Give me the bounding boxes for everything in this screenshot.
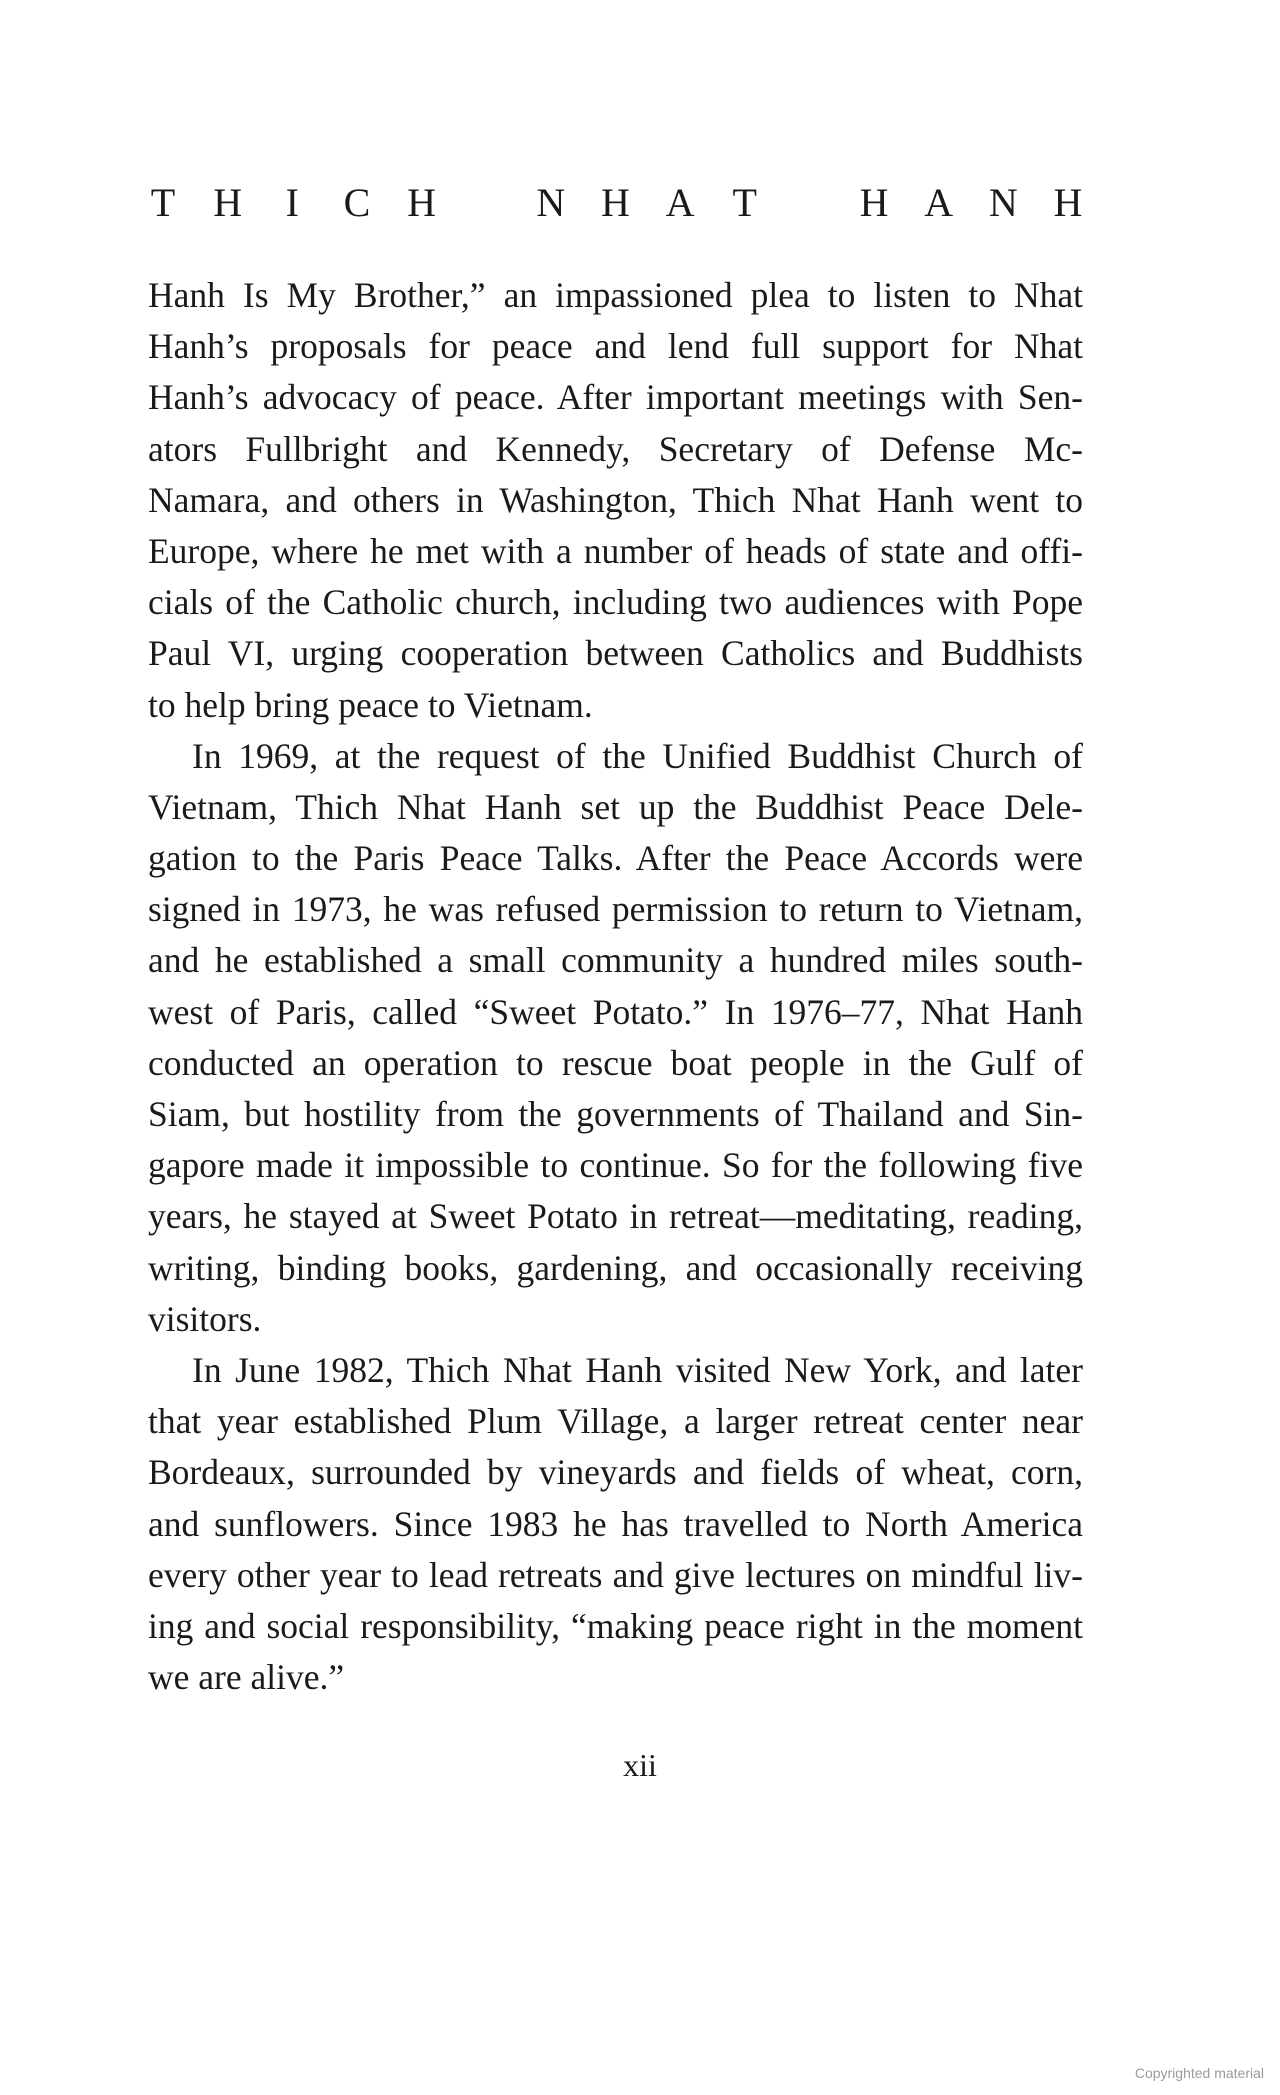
running-head-letter: H: [1053, 180, 1083, 225]
text-line: In June 1982, Thich Nhat Hanh visited New York, and later: [192, 1349, 1083, 1390]
paragraph: [148, 270, 1083, 731]
text-line: that year established Plum Village, a larger retreat center near: [148, 1401, 1083, 1442]
text-line: Europe, where he met with a number of heads of state and offi-: [148, 530, 1083, 571]
text-line: west of Paris, called “Sweet Potato.” In 1976–77, Nhat Hanh: [148, 991, 1083, 1032]
text-line: Hanh Is My Brother,” an impassioned plea to listen to Nhat: [148, 275, 1083, 315]
running-head-letter: N: [536, 180, 566, 225]
text-line: Paul VI, urging cooperation between Catholics and Buddhists: [148, 633, 1083, 674]
running-head-letter: H: [213, 180, 243, 225]
running-head-letter: T: [732, 180, 757, 225]
running-head-letter: H: [601, 180, 630, 225]
text-line: gapore made it impossible to continue. So for the following five: [148, 1145, 1083, 1186]
running-head-letter: N: [988, 180, 1018, 225]
running-head: [148, 178, 1083, 228]
running-head-letter: H: [859, 180, 889, 225]
text-line: signed in 1973, he was refused permission to return to Vietnam,: [148, 889, 1083, 930]
text-line: to help bring peace to Vietnam.: [148, 684, 593, 725]
text-line: every other year to lead retreats and give lectures on mindful liv-: [148, 1554, 1083, 1595]
running-head-letter: A: [665, 180, 695, 225]
paragraph: [148, 731, 1083, 1345]
running-head-space: [794, 178, 824, 228]
text-line: and he established a small community a hundred miles south-: [148, 940, 1083, 981]
text-line: cials of the Catholic church, including two audiences with Pope: [148, 582, 1083, 623]
text-line: In 1969, at the request of the Unified Buddhist Church of: [192, 735, 1083, 776]
text-line: ators Fullbright and Kennedy, Secretary of Defense Mc-: [148, 428, 1083, 469]
text-line: conducted an operation to rescue boat people in the Gulf of: [148, 1042, 1083, 1083]
text-line: Hanh’s advocacy of peace. After important meetings with Sen-: [148, 377, 1083, 418]
body-text: [148, 270, 1083, 1703]
text-line: writing, binding books, gardening, and occasionally receiving: [148, 1247, 1083, 1288]
text-line: Vietnam, Thich Nhat Hanh set up the Buddhist Peace Dele-: [148, 786, 1083, 827]
text-line: and sunflowers. Since 1983 he has travelled to North America: [148, 1503, 1083, 1544]
running-head-letter: I: [285, 180, 299, 225]
text-line: Siam, but hostility from the governments of Thailand and Sin-: [148, 1094, 1083, 1134]
running-head-letter: C: [343, 180, 371, 225]
page-number: xii: [623, 1747, 657, 1783]
running-head-space: [471, 178, 501, 228]
text-line: years, he stayed at Sweet Potato in retreat—meditating, reading,: [148, 1196, 1083, 1237]
paragraph: [148, 1345, 1083, 1703]
text-line: gation to the Paris Peace Talks. After the Peace Accords were: [148, 838, 1083, 879]
text-line: Namara, and others in Washington, Thich Nhat Hanh went to: [148, 479, 1083, 520]
text-line: we are alive.”: [148, 1657, 345, 1698]
text-line: Hanh’s proposals for peace and lend full support for Nhat: [148, 326, 1083, 367]
running-head-letter: H: [407, 180, 436, 225]
copyright-watermark: Copyrighted material: [1134, 2065, 1264, 2081]
text-line: visitors.: [148, 1298, 262, 1339]
text-line: ing and social responsibility, “making peace right in the moment: [148, 1605, 1083, 1646]
text-line: Bordeaux, surrounded by vineyards and fields of wheat, corn,: [148, 1452, 1083, 1493]
running-head-letter: A: [924, 180, 954, 225]
running-head-letter: T: [150, 180, 176, 225]
